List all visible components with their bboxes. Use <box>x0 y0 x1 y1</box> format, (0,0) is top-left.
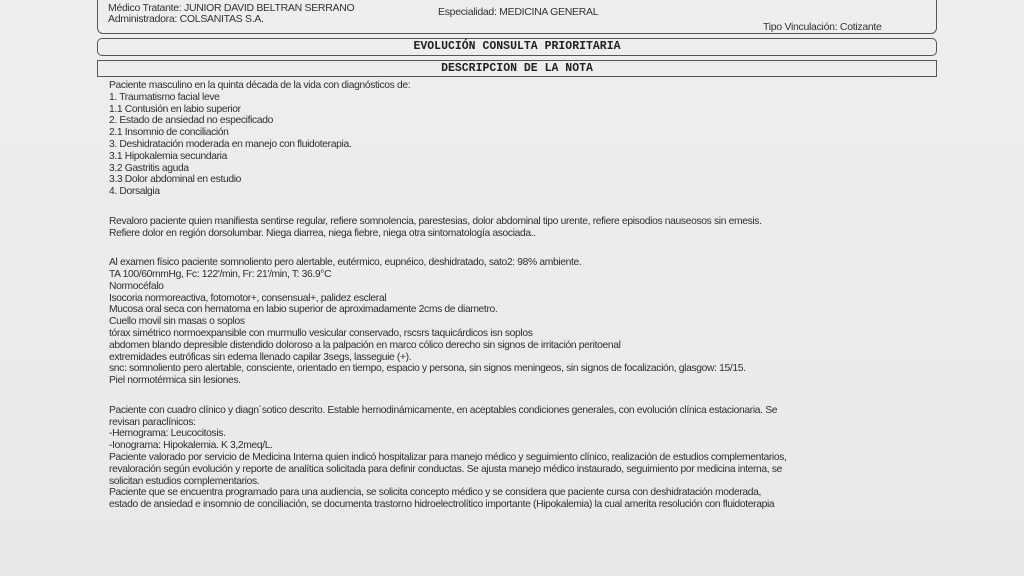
note-intro: Paciente masculino en la quinta década de la vida con diagnósticos de: <box>109 80 411 91</box>
analysis-line: solicitan estudios complementarios. <box>109 475 260 487</box>
document-title: EVOLUCIÓN CONSULTA PRIORITARIA <box>97 38 937 56</box>
exam-line: Mucosa oral seca con hematoma en labio superior de aproximadamente 2cms de diametro. <box>109 304 498 316</box>
administrator: Administradora: COLSANITAS S.A. <box>108 13 264 25</box>
exam-line: TA 100/60mmHg, Fc: 122'/min, Fr: 21'/min, T: 36.9°C <box>109 268 332 280</box>
analysis-line: revaloración según evolución y reporte de analítica solicitada para definir conductas. Se ajusta manejo médico instaurado, seguimiento por medicina interna, se <box>109 463 782 475</box>
attending-physician: Médico Tratante: JUNIOR DAVID BELTRAN SERRANO <box>108 2 355 14</box>
specialty: Especialidad: MEDICINA GENERAL <box>438 6 599 18</box>
diagnosis-item: 2. Estado de ansiedad no especificado <box>109 115 273 127</box>
exam-line: Normocéfalo <box>109 280 164 292</box>
reassessment-line: Refiere dolor en región dorsolumbar. Niega diarrea, niega fiebre, niega otra sintomatología asociada.. <box>109 227 536 239</box>
link-type <box>763 21 882 33</box>
reassessment-line: Revaloro paciente quien manifiesta sentirse regular, refiere somnolencia, parestesias, dolor abdominal tipo urente, refiere episodios nauseosos sin emesis. <box>109 215 762 227</box>
section-title: DESCRIPCION DE LA NOTA <box>97 60 937 77</box>
exam-line: Piel normotérmica sin lesiones. <box>109 375 241 387</box>
analysis-line: -Hemograma: Leucocitosis. <box>109 428 226 440</box>
analysis-line: -Ionograma: Hipokalemia. K 3,2meq/L. <box>109 440 273 452</box>
analysis-line: estado de ansiedad e insomnio de conciliación, se documenta trastorno hidroelectrolítico importante (Hipokalemia) la cual amerita resolución con fluidoterapia <box>109 499 775 511</box>
analysis-line: Paciente que se encuentra programado para una audiencia, se solicita concepto médico y se considera que paciente cursa con deshidratación moderada, <box>109 487 762 499</box>
diagnosis-item: 3.3 Dolor abdominal en estudio <box>109 174 242 186</box>
exam-line: snc: somnoliento pero alertable, consciente, orientado en tiempo, espacio y persona, sin signos meningeos, sin signos de focalización, glasgow: 15/15. <box>109 363 746 375</box>
diagnosis-item: 4. Dorsalgia <box>109 186 160 198</box>
exam-line: extremidades eutróficas sin edema llenado capilar 3segs, lasseguie (+). <box>109 351 412 363</box>
exam-line: Cuello movil sin masas o soplos <box>109 316 245 328</box>
note-body <box>109 80 929 511</box>
exam-line: abdomen blando depresible distendido doloroso a la palpación en marco cólico derecho sin signos de irritación peritoenal <box>109 339 621 351</box>
analysis-line: revisan paraclínicos: <box>109 416 196 428</box>
link-type-label: Tipo Vinculación: <box>763 21 838 33</box>
diagnosis-item: 1.1 Contusión en labio superior <box>109 103 241 115</box>
diagnosis-item: 3. Deshidratación moderada en manejo con fluidoterapia. <box>109 138 352 150</box>
exam-line: tórax simétrico normoexpansible con murmullo vesicular conservado, rscsrs taquicárdicos isn soplos <box>109 327 533 339</box>
analysis-line: Paciente valorado por servicio de Medicina Interna quien indicó hospitalizar para manejo médico y seguimiento clínico, realización de estudios complementarios, <box>109 451 787 463</box>
link-type-value: Cotizante <box>839 21 882 33</box>
analysis-line: Paciente con cuadro clínico y diagn´sotico descrito. Estable hemodinámicamente, en aceptables condiciones generales, con evolución clínica estacionaria. Se <box>109 404 778 416</box>
diagnosis-item: 3.1 Hipokalemia secundaria <box>109 150 227 162</box>
diagnosis-item: 3.2 Gastritis aguda <box>109 162 189 174</box>
diagnosis-item: 1. Traumatismo facial leve <box>109 91 220 103</box>
exam-line: Isocoria normoreactiva, fotomotor+, consensual+, palidez escleral <box>109 292 387 304</box>
diagnosis-item: 2.1 Insomnio de conciliación <box>109 127 229 139</box>
exam-line: Al examen físico paciente somnoliento pero alertable, eutérmico, eupnéico, deshidratado, sato2: 98% ambiente. <box>109 257 582 269</box>
